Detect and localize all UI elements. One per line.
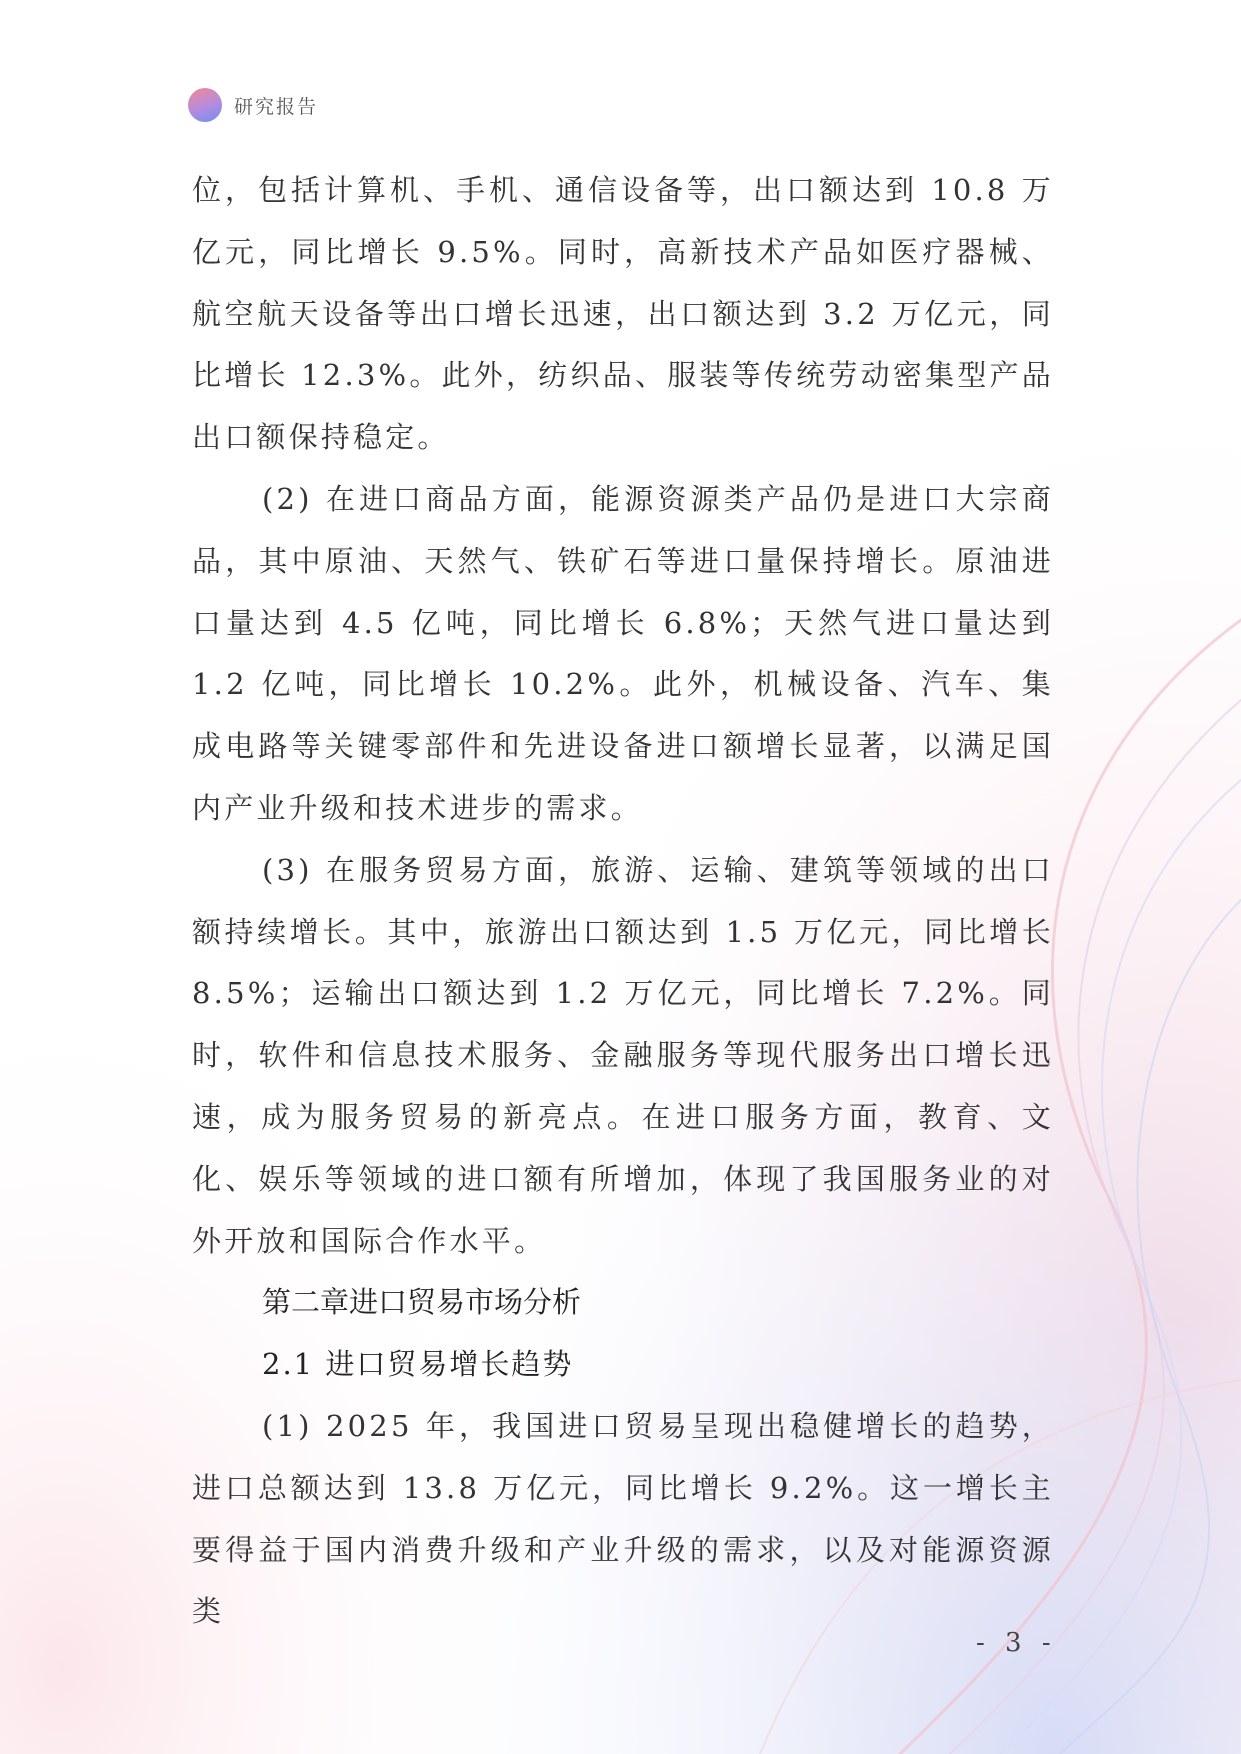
body-paragraph: (2) 在进口商品方面，能源资源类产品仍是进口大宗商品，其中原油、天然气、铁矿石等进口量保持增长。原油进口量达到 4.5 亿吨，同比增长 6.8%；天然气进口量达到 1.2 亿吨，同比增长 10.2%。此外，机械设备、汽车、集成电路等关键零部件和先进设备进口额增长显著，以满足国内产业升级和技术进步的需求。 bbox=[192, 481, 1054, 825]
chapter-heading: 第二章进口贸易市场分析 bbox=[262, 1285, 582, 1320]
section-heading: 2.1 进口贸易增长趋势 bbox=[262, 1347, 574, 1382]
body-paragraph: (3) 在服务贸易方面，旅游、运输、建筑等领域的出口额持续增长。其中，旅游出口额达到 1.5 万亿元，同比增长 8.5%；运输出口额达到 1.2 万亿元，同比增长 7.2%。同时，软件和信息技术服务、金融服务等现代服务出口增长迅速，成为服务贸易的新亮点。在进口服务方面，教育、文化、娱乐等领域的进口额有所增加，体现了我国服务业的对外开放和国际合作水平。 bbox=[192, 852, 1054, 1258]
report-header bbox=[188, 88, 318, 122]
header-label: 研究报告 bbox=[234, 95, 319, 118]
page-number: - 3 - bbox=[976, 1628, 1057, 1658]
body-paragraph: (1) 2025 年，我国进口贸易呈现出稳健增长的趋势，进口总额达到 13.8 万亿元，同比增长 9.2%。这一增长主要得益于国内消费升级和产业升级的需求，以及对能源资源类 bbox=[192, 1408, 1054, 1629]
logo-circle-icon bbox=[188, 88, 222, 122]
document-body bbox=[192, 160, 1054, 1643]
body-paragraph: 位，包括计算机、手机、通信设备等，出口额达到 10.8 万亿元，同比增长 9.5%。同时，高新技术产品如医疗器械、航空航天设备等出口增长迅速，出口额达到 3.2 万亿元，同比增长 12.3%。此外，纺织品、服装等传统劳动密集型产品出口额保持稳定。 bbox=[192, 173, 1054, 455]
